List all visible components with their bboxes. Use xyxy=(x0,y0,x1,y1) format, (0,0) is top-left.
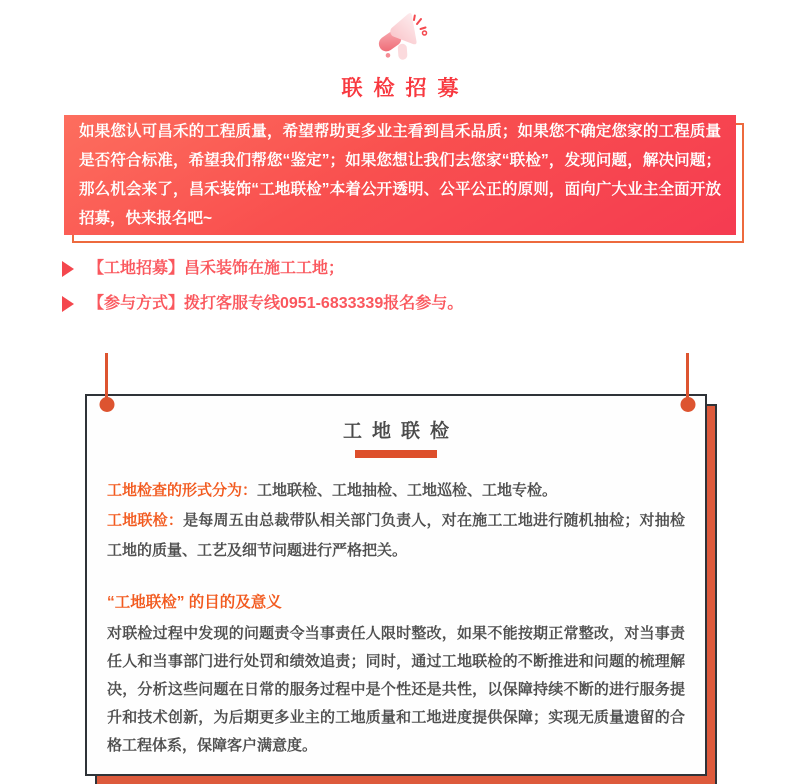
banner-body xyxy=(64,115,736,235)
bullet-text: 【参与方式】拨打客服专线0951-6833339报名参与。 xyxy=(88,295,464,312)
triangle-arrow-icon xyxy=(62,261,74,277)
paragraph-text: 工地联检、工地抽检、工地巡检、工地专检。 xyxy=(257,482,558,499)
recruit-banner xyxy=(64,115,736,235)
purpose-heading: “工地联检” 的目的及意义 xyxy=(107,594,282,611)
bullet-text: 【工地招募】昌禾装饰在施工工地； xyxy=(88,260,345,277)
triangle-arrow-icon xyxy=(62,296,74,312)
paragraph-text: 是每周五由总裁带队相关部门负责人，对在施工工地进行随机抽检；对抽检工地的质量、工艺及细节问题进行严格把关。 xyxy=(107,512,685,559)
inspection-forms-paragraph xyxy=(107,476,685,506)
paragraph-label: 工地联检： xyxy=(107,512,184,529)
banner-text: 如果您认可昌禾的工程质量，希望帮助更多业主看到昌禾品质；如果您不确定您家的工程质量是否符合标准，希望我们帮您“鉴定”；如果您想让我们去您家“联检”，发现问题，解决问题；那么机会来了，昌禾装饰“工地联检”本着公开透明、公平公正的原则，面向广大业主全面开放招募，快来报名吧~ xyxy=(79,123,721,227)
info-card xyxy=(85,394,707,776)
pin-left-icon xyxy=(105,353,108,403)
list-item xyxy=(62,259,760,279)
title-underline xyxy=(355,450,437,458)
page-title: 联检招募 xyxy=(341,77,470,100)
hero-section xyxy=(0,0,800,103)
card-title: 工地联检 xyxy=(342,421,459,442)
pin-right-icon xyxy=(686,353,689,403)
bullet-list xyxy=(0,259,800,314)
joint-inspection-paragraph xyxy=(107,506,685,566)
megaphone-icon xyxy=(369,12,431,68)
purpose-text: 对联检过程中发现的问题责令当事责任人限时整改，如果不能按期正常整改，对当事责任人和当事部门进行处罚和绩效追责；同时，通过工地联检的不断推进和问题的梳理解决，分析这些问题在日常的服务过程中是个性还是共性，以保障持续不断的进行服务提升和技术创新，为后期更多业主的工地质量和工地进度提供保障；实现无质量遗留的合格工程体系，保障客户满意度。 xyxy=(107,625,685,754)
info-card-area xyxy=(85,394,707,776)
paragraph-label: 工地检查的形式分为： xyxy=(107,482,258,499)
list-item xyxy=(62,294,760,314)
